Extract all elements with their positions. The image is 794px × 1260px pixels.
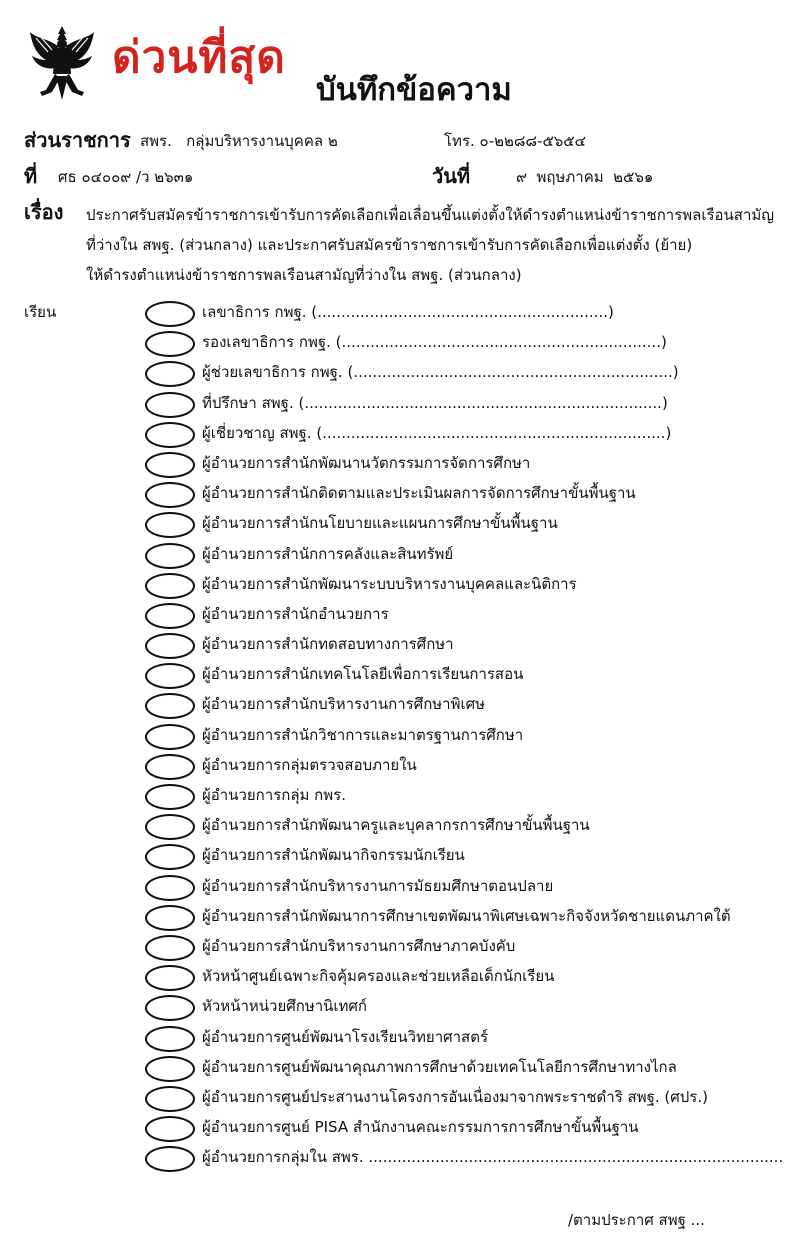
reference-row xyxy=(24,160,654,192)
recipient-name: ผู้อำนวยการสำนักเทคโนโลยีเพื่อการเรียนการสอน xyxy=(202,665,524,684)
checkbox-oval[interactable] xyxy=(145,1086,195,1112)
recipient-name: ผู้อำนวยการสำนักนโยบายและแผนการศึกษาขั้นพื้นฐาน xyxy=(202,514,558,533)
recipient-name: ผู้อำนวยการกลุ่มตรวจสอบภายใน xyxy=(202,755,417,774)
reference-label: ที่ xyxy=(24,164,38,188)
recipient-name: ผู้อำนวยการสำนักติดตามและประเมินผลการจัดการศึกษาขั้นพื้นฐาน xyxy=(202,484,636,503)
recipient-name: ผู้อำนวยการศูนย์ประสานงานโครงการอันเนื่องมาจากพระราชดำริ สพฐ. (ศปร.) xyxy=(202,1087,708,1106)
garuda-emblem-icon xyxy=(28,24,96,102)
document-type-title: บันทึกข้อความ xyxy=(316,72,512,108)
agency-row xyxy=(24,124,587,156)
checkbox-oval[interactable] xyxy=(145,814,195,840)
recipient-name: ผู้อำนวยการสำนักบริหารงานการศึกษาพิเศษ xyxy=(202,695,486,714)
recipient-name: ผู้อำนวยการกลุ่ม กพร. xyxy=(202,786,346,804)
checkbox-oval[interactable] xyxy=(145,724,195,750)
agency-value: สพร. กลุ่มบริหารงานบุคคล ๒ xyxy=(140,132,338,150)
recipient-name: ผู้อำนวยการศูนย์ PISA สำนักงานคณะกรรมการการศึกษาขั้นพื้นฐาน xyxy=(202,1118,639,1137)
recipient-name: ผู้เชี่ยวชาญ สพฐ. (........................................................................) xyxy=(202,423,672,442)
checkbox-oval[interactable] xyxy=(145,361,195,387)
checkbox-oval[interactable] xyxy=(145,935,195,961)
recipient-name: ผู้อำนวยการสำนักพัฒนาการศึกษาเขตพัฒนาพิเศษเฉพาะกิจจังหวัดชายแดนภาคใต้ xyxy=(202,906,731,925)
recipient-name: ผู้อำนวยการสำนักบริหารงานการมัธยมศึกษาตอนปลาย xyxy=(202,876,554,895)
recipient-name: ผู้อำนวยการสำนักพัฒนาระบบบริหารงานบุคคลและนิติการ xyxy=(202,574,577,593)
to-label: เรียน xyxy=(24,303,57,321)
recipient-name: ผู้อำนวยการสำนักพัฒนานวัตกรรมการจัดการศึกษา xyxy=(202,453,531,472)
recipient-name: ผู้ช่วยเลขาธิการ กพฐ. (...................................................................) xyxy=(202,363,679,382)
recipient-name: ที่ปรึกษา สพฐ. (...........................................................................) xyxy=(202,393,668,412)
checkbox-oval[interactable] xyxy=(145,875,195,901)
checkbox-oval[interactable] xyxy=(145,301,195,327)
checkbox-oval[interactable] xyxy=(145,573,195,599)
recipient-name: เลขาธิการ กพฐ. (.............................................................) xyxy=(202,303,614,321)
date-value: ๙ พฤษภาคม ๒๕๖๑ xyxy=(516,168,654,186)
date-label: วันที่ xyxy=(432,164,471,188)
checkbox-oval[interactable] xyxy=(145,844,195,870)
recipient-name: ผู้อำนวยการสำนักการคลังและสินทรัพย์ xyxy=(202,544,454,563)
recipient-name: ผู้อำนวยการศูนย์พัฒนาโรงเรียนวิทยาศาสตร์ xyxy=(202,1027,489,1046)
recipient-name: ผู้อำนวยการกลุ่มใน สพร. ....................................................................................... xyxy=(202,1148,784,1167)
urgency-stamp: ด่วนที่สุด xyxy=(112,32,286,83)
checkbox-oval[interactable] xyxy=(145,1146,195,1172)
subject-label: เรื่อง xyxy=(24,200,64,224)
phone-number: โทร. ๐-๒๒๘๘-๕๖๕๔ xyxy=(444,132,587,150)
checkbox-oval[interactable] xyxy=(145,1026,195,1052)
recipient-name: หัวหน้าหน่วยศึกษานิเทศก์ xyxy=(202,997,368,1016)
checkbox-oval[interactable] xyxy=(145,784,195,810)
recipient-name: ผู้อำนวยการสำนักพัฒนาครูและบุคลากรการศึกษาขั้นพื้นฐาน xyxy=(202,816,590,835)
checkbox-oval[interactable] xyxy=(145,905,195,931)
recipient-name: ผู้อำนวยการสำนักบริหารงานการศึกษาภาคบังคับ xyxy=(202,936,516,955)
checkbox-oval[interactable] xyxy=(145,693,195,719)
agency-label: ส่วนราชการ xyxy=(24,128,131,152)
checkbox-oval[interactable] xyxy=(145,603,195,629)
continuation-note: /ตามประกาศ สพฐ ... xyxy=(568,1211,705,1229)
checkbox-oval[interactable] xyxy=(145,543,195,569)
recipient-name: ผู้อำนวยการสำนักวิชาการและมาตรฐานการศึกษา xyxy=(202,725,524,744)
checkbox-oval[interactable] xyxy=(145,1056,195,1082)
recipient-name: ผู้อำนวยการสำนักพัฒนากิจกรรมนักเรียน xyxy=(202,846,465,865)
recipient-name: ผู้อำนวยการสำนักอำนวยการ xyxy=(202,604,389,623)
checkbox-oval[interactable] xyxy=(145,422,195,448)
subject-line: ให้ดำรงตำแหน่งข้าราชการพลเรือนสามัญที่ว่างใน สพฐ. (ส่วนกลาง) xyxy=(86,266,522,284)
subject-line: ที่ว่างใน สพฐ. (ส่วนกลาง) และประกาศรับสมัครข้าราชการเข้ารับการคัดเลือกเพื่อแต่งตั้ง (ย้าย) xyxy=(86,236,693,254)
checkbox-oval[interactable] xyxy=(145,663,195,689)
checkbox-oval[interactable] xyxy=(145,965,195,991)
subject-line: ประกาศรับสมัครข้าราชการเข้ารับการคัดเลือกเพื่อเลื่อนขึ้นแต่งตั้งให้ดำรงตำแหน่งข้าราชการพลเรือนสามัญ xyxy=(86,206,775,224)
checkbox-oval[interactable] xyxy=(145,633,195,659)
checkbox-oval[interactable] xyxy=(145,331,195,357)
recipient-name: รองเลขาธิการ กพฐ. (...................................................................) xyxy=(202,333,667,352)
checkbox-oval[interactable] xyxy=(145,392,195,418)
checkbox-oval[interactable] xyxy=(145,995,195,1021)
checkbox-oval[interactable] xyxy=(145,482,195,508)
checkbox-oval[interactable] xyxy=(145,512,195,538)
checkbox-oval[interactable] xyxy=(145,754,195,780)
reference-number: ศธ ๐๔๐๐๙ /ว ๒๖๓๑ xyxy=(58,168,194,186)
recipient-name: หัวหน้าศูนย์เฉพาะกิจคุ้มครองและช่วยเหลือเด็กนักเรียน xyxy=(202,967,555,986)
checkbox-oval[interactable] xyxy=(145,1116,195,1142)
recipient-name: ผู้อำนวยการศูนย์พัฒนาคุณภาพการศึกษาด้วยเทคโนโลยีการศึกษาทางไกล xyxy=(202,1057,677,1076)
checkbox-oval[interactable] xyxy=(145,452,195,478)
subject-text xyxy=(86,200,790,290)
recipient-name: ผู้อำนวยการสำนักทดสอบทางการศึกษา xyxy=(202,635,454,654)
